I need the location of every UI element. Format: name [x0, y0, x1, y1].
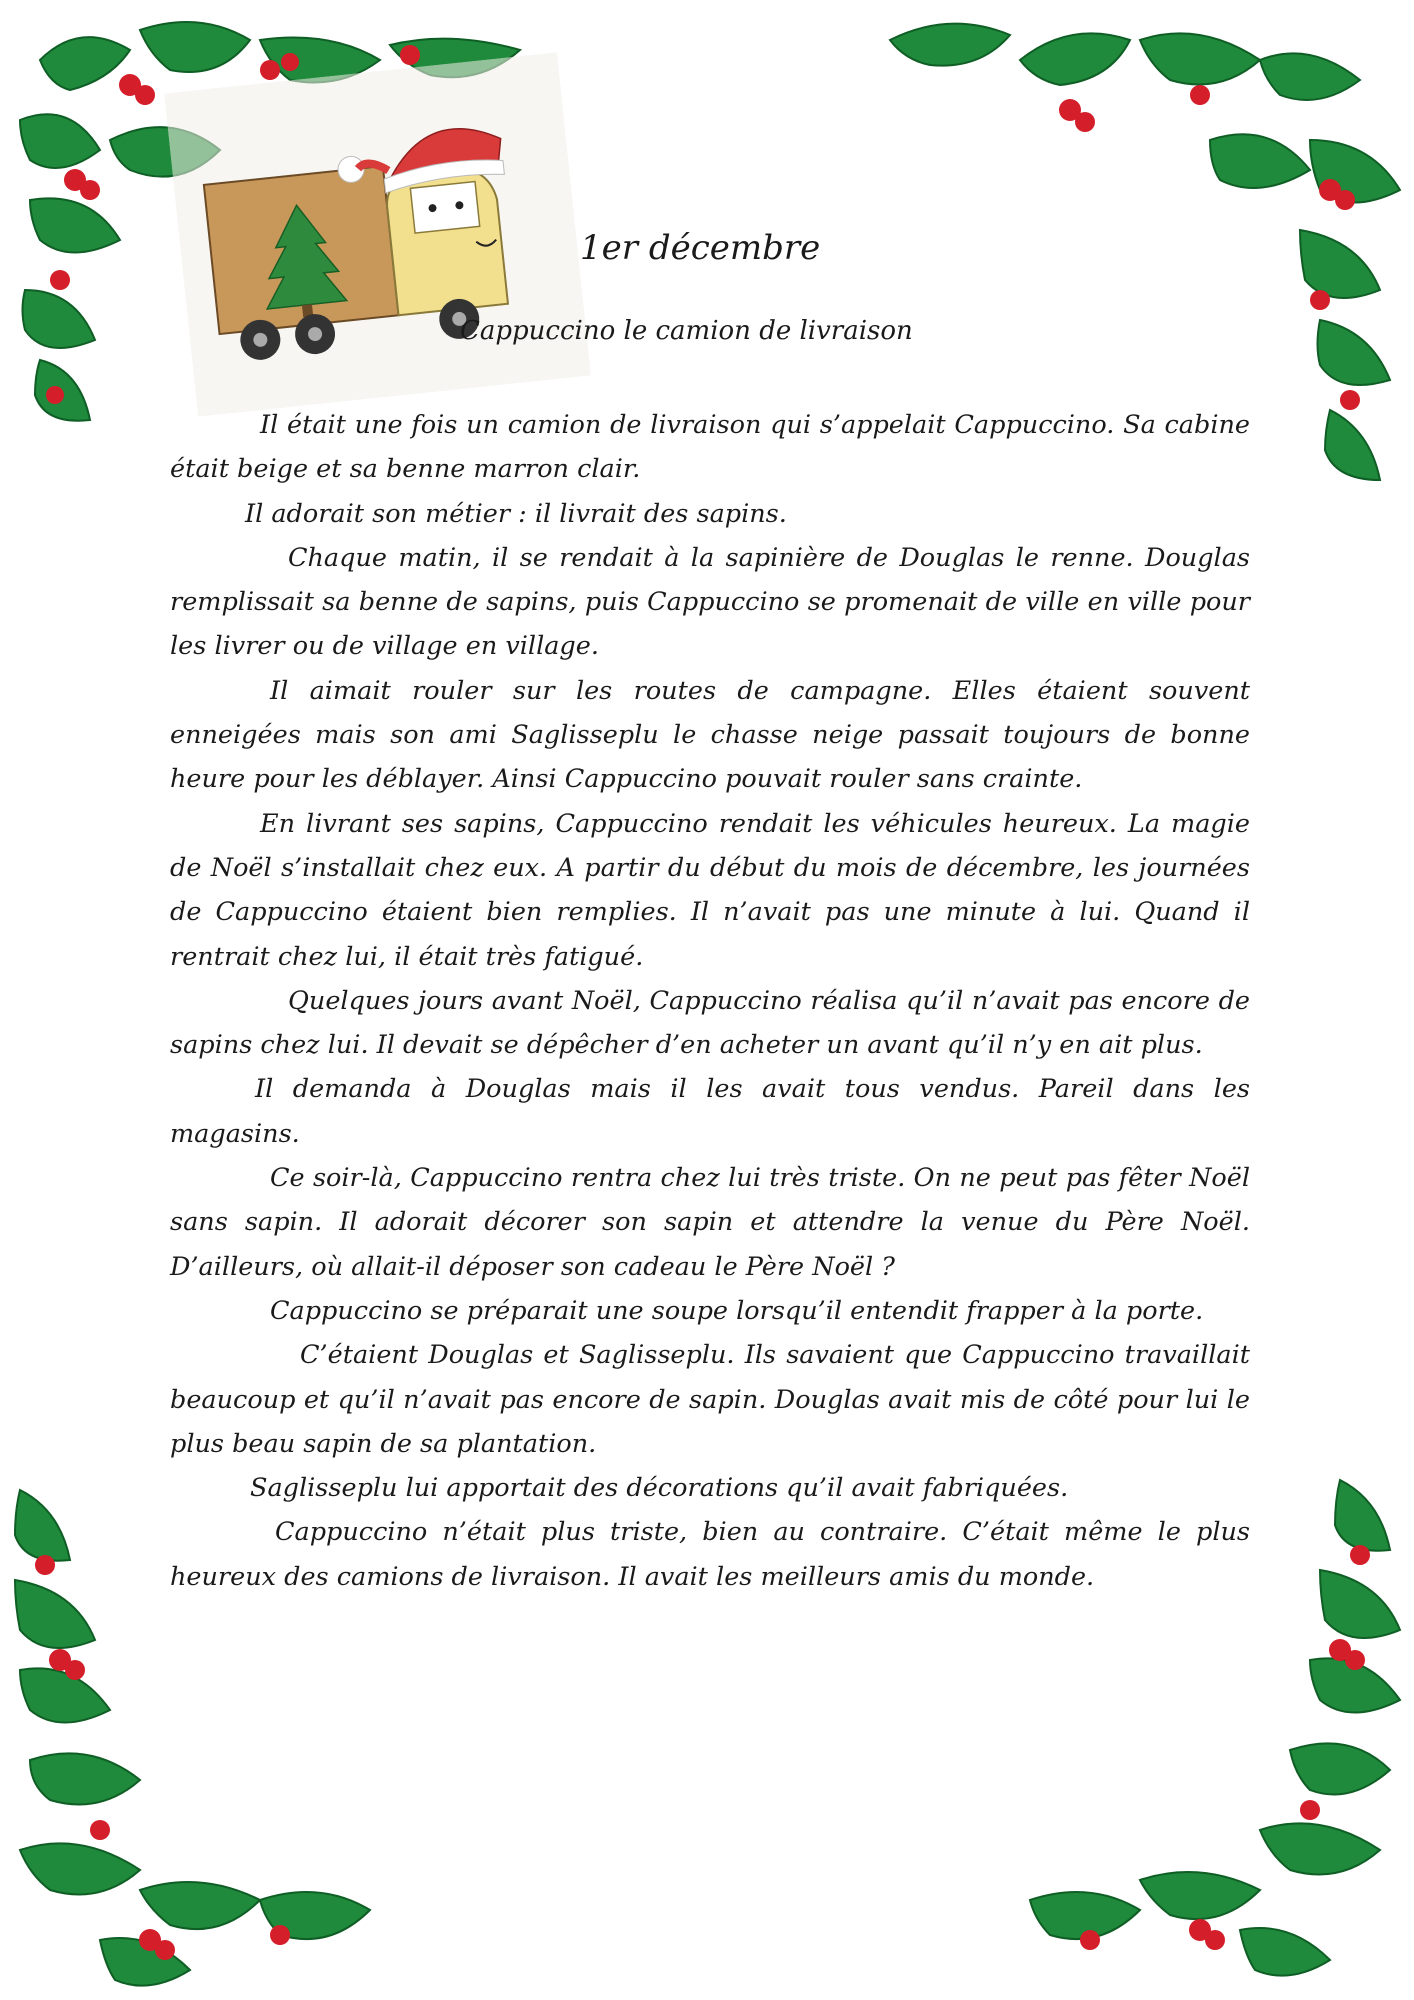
delivery-truck-illustration — [164, 52, 591, 417]
story-paragraph: Cappuccino se préparait une soupe lorsqu’il entendit frapper à la porte. — [270, 1295, 1204, 1326]
story-paragraph: Chaque matin, il se rendait à la sapinière de Douglas le renne. Douglas remplissait sa benne de sapins, puis Cappuccino se promenait de ville en ville pour les livrer ou de village en village. — [170, 542, 1250, 662]
story-paragraph: Ce soir-là, Cappuccino rentra chez lui très triste. On ne peut pas fêter Noël sans sapin. Il adorait décorer son sapin et attendre la venue du Père Noël. D’ailleurs, où allait-il déposer son cadeau le Père Noël ? — [170, 1163, 1250, 1282]
story-paragraph: Il était une fois un camion de livraison qui s’appelait Cappuccino. Sa cabine était beige et sa benne marron clair. — [170, 410, 1250, 485]
story-paragraph: C’étaient Douglas et Saglisseplu. Ils savaient que Cappuccino travaillait beaucoup et qu’il n’avait pas encore de sapin. Douglas avait mis de côté pour lui le plus beau sapin de sa plantation. — [170, 1340, 1250, 1459]
story-paragraph: Il demanda à Douglas mais il les avait tous vendus. Pareil dans les magasins. — [170, 1074, 1250, 1149]
story-paragraph: En livrant ses sapins, Cappuccino rendait les véhicules heureux. La magie de Noël s’installait chez eux. A partir du début du mois de décembre, les journées de Cappuccino étaient bien remplies. Il n’avait pas une minute à lui. Quand il rentrait chez lui, il était très fatigué. — [170, 808, 1250, 972]
story-body — [170, 403, 1250, 1599]
story-paragraph: Quelques jours avant Noël, Cappuccino réalisa qu’il n’avait pas encore de sapins chez lui. Il devait se dépêcher d’en acheter un avant qu’il n’y en ait plus. — [170, 985, 1250, 1061]
story-paragraph: Cappuccino n’était plus triste, bien au contraire. C’était même le plus heureux des camions de livraison. Il avait les meilleurs amis du monde. — [170, 1517, 1250, 1592]
story-paragraph: Il aimait rouler sur les routes de campagne. Elles étaient souvent enneigées mais son ami Saglisseplu le chasse neige passait toujours de bonne heure pour les déblayer. Ainsi Cappuccino pouvait rouler sans crainte. — [170, 675, 1250, 795]
story-title: Cappuccino le camion de livraison — [460, 316, 913, 346]
page-date-heading: 1er décembre — [580, 228, 821, 268]
story-paragraph: Saglisseplu lui apportait des décorations qu’il avait fabriquées. — [250, 1473, 1069, 1504]
story-paragraph: Il adorait son métier : il livrait des sapins. — [245, 498, 787, 529]
